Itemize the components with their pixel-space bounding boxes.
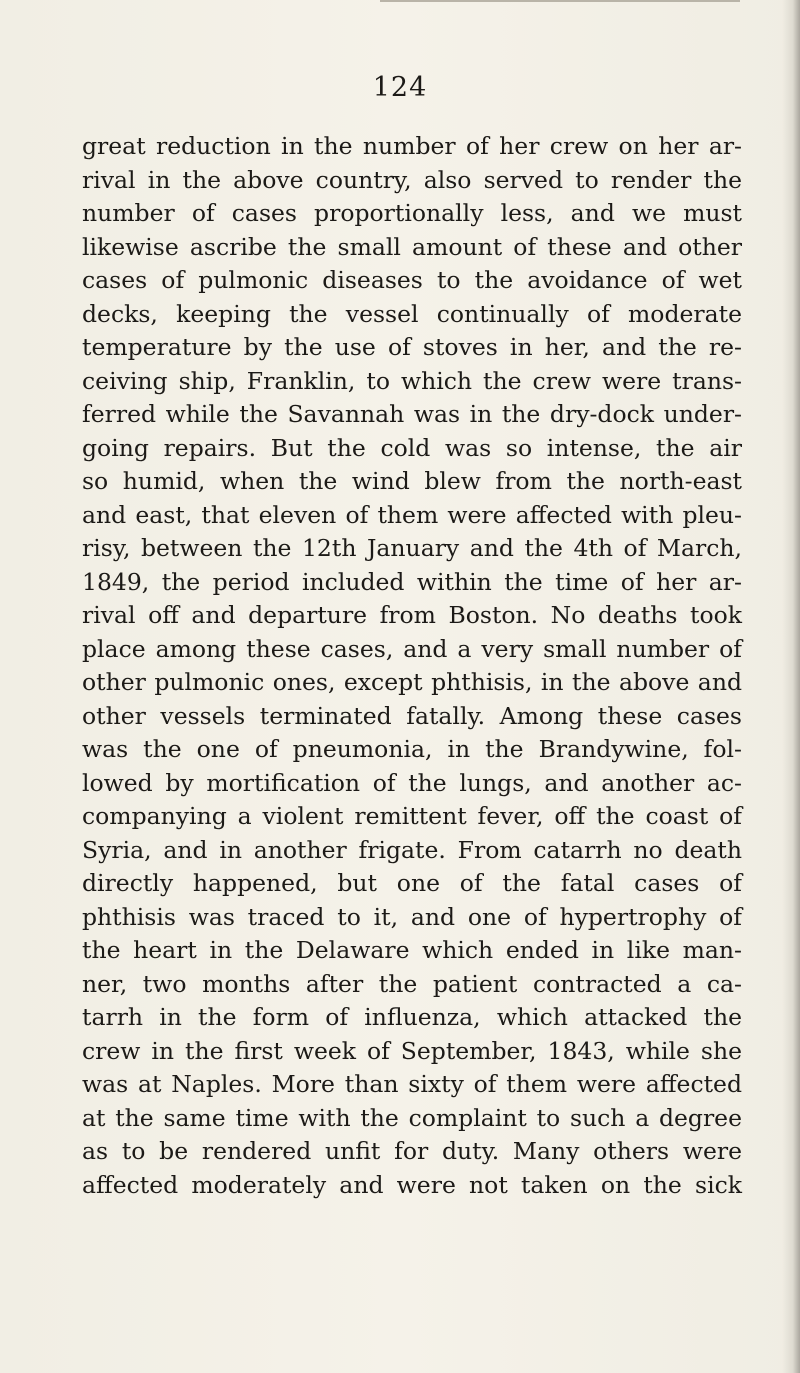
text-line-11: so humid, when the wind blew from the north-east [82,467,742,495]
body-text [82,130,742,1202]
text-line-19: was the one of pneumonia, in the Brandywine, fol- [82,735,742,763]
text-line-6: decks, keeping the vessel continually of moderate [82,299,742,328]
text-line-8: ceiving ship, Franklin, to which the crew were trans- [82,366,742,395]
text-line-27: tarrh in the form of influenza, which attacked the [82,1003,742,1031]
text-line-28: crew in the first week of September, 1843, while she [82,1036,742,1065]
text-line-31: as to be rendered unfit for duty. Many others were [82,1137,742,1165]
text-line-30: at the same time with the complaint to such a degree [82,1103,742,1132]
text-line-25: the heart in the Delaware which ended in like man- [82,936,742,964]
text-line-10: going repairs. But the cold was so intense, the air [82,433,742,462]
text-line-12: and east, that eleven of them were affected with pleu- [82,500,742,529]
text-line-21: companying a violent remittent fever, off the coast of [82,802,742,830]
text-line-20: lowed by mortification of the lungs, and another ac- [82,768,742,797]
text-line-14: 1849, the period included within the time of her ar- [82,567,742,596]
text-line-9: ferred while the Savannah was in the dry-dock under- [82,400,742,428]
page-number: 124 [372,72,428,103]
text-line-2: rival in the above country, also served to render the [82,165,742,194]
text-line-13: risy, between the 12th January and the 4th of March, [82,534,742,562]
text-line-7: temperature by the use of stoves in her, and the re- [82,333,742,361]
text-line-24: phthisis was traced to it, and one of hypertrophy of [82,902,742,931]
text-line-4: likewise ascribe the small amount of these and other [82,232,742,261]
text-line-32: affected moderately and were not taken on the sick [82,1170,742,1199]
text-line-29: was at Naples. More than sixty of them were affected [82,1070,742,1098]
text-line-5: cases of pulmonic diseases to the avoidance of wet [82,266,742,294]
page-edge-shadow [782,0,800,1373]
text-line-23: directly happened, but one of the fatal cases of [82,869,742,897]
text-line-18: other vessels terminated fatally. Among these cases [82,701,742,730]
text-line-15: rival off and departure from Boston. No deaths took [82,601,742,629]
text-line-3: number of cases proportionally less, and we must [82,199,742,227]
text-line-26: ner, two months after the patient contracted a ca- [82,969,742,998]
text-line-16: place among these cases, and a very small number of [82,634,742,663]
text-line-22: Syria, and in another frigate. From catarrh no death [82,835,742,864]
text-line-17: other pulmonic ones, except phthisis, in the above and [82,668,742,696]
text-line-1: great reduction in the number of her crew on her ar- [82,132,742,160]
top-edge-rule [380,0,740,2]
